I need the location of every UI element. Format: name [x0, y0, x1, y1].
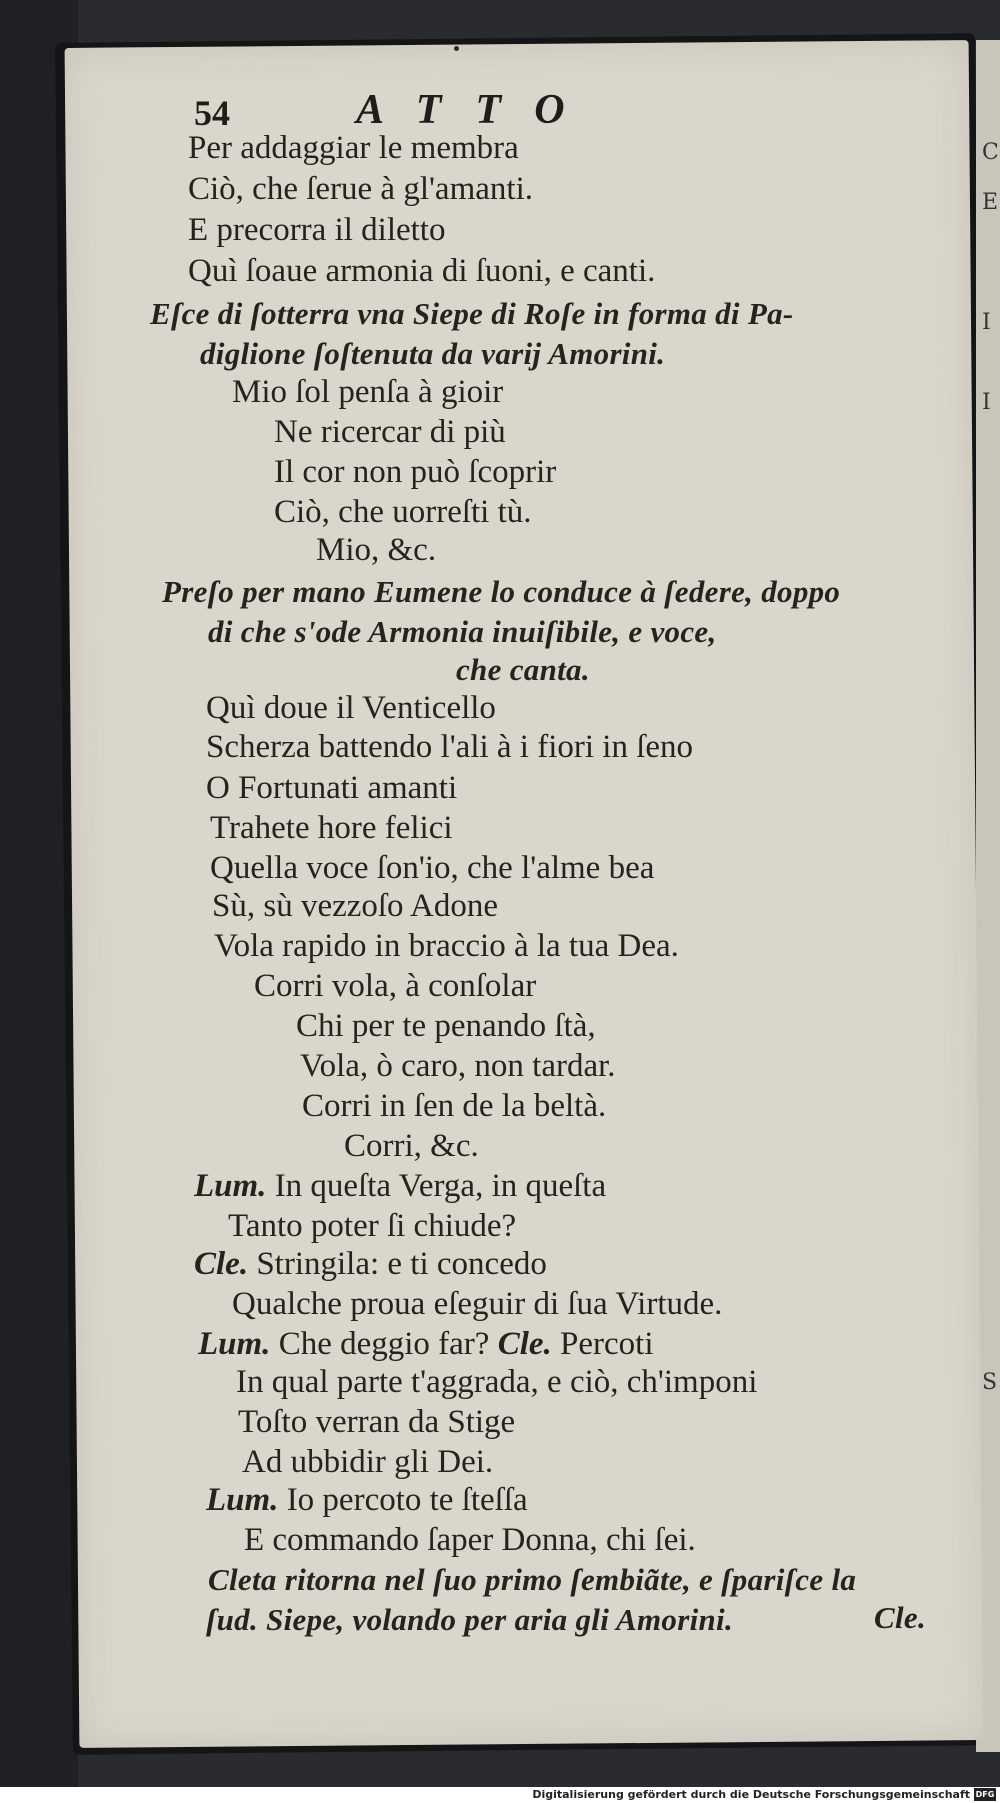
verse-line: Sù, sù vezzoſo Adone: [212, 888, 498, 924]
next-page-fragment: S: [982, 1370, 998, 1395]
speaker-label: Lum.: [206, 1482, 279, 1518]
speaker-label: Lum.: [198, 1326, 271, 1362]
verse-line: Tanto poter ſi chiude?: [228, 1208, 517, 1244]
catchword: Cle.: [874, 1600, 926, 1635]
verse-line: Quì ſoaue armonia di ſuoni, e canti.: [188, 253, 656, 289]
ink-dot: [454, 46, 459, 51]
speaker-label: Lum.: [194, 1168, 267, 1204]
verse-line: Chi per te penando ſtà,: [296, 1008, 596, 1044]
stage-direction: Preſo per mano Eumene lo conduce à ſedere, doppo: [162, 574, 841, 609]
verse-line: Scherza battendo l'ali à i fiori in ſeno: [206, 729, 694, 765]
dialogue-line: Cle. Stringila: e ti concedo: [194, 1246, 547, 1282]
verse-line: Trahete hore felici: [210, 810, 453, 846]
next-page-fragment: E: [982, 190, 999, 215]
speaker-label: Cle.: [194, 1246, 249, 1282]
verse-line: O Fortunati amanti: [206, 770, 458, 806]
verse-line: Ne ricercar di più: [274, 414, 506, 450]
verse-line: E commando ſaper Donna, chi ſei.: [244, 1522, 696, 1558]
verse-line: Corri, &c.: [344, 1128, 479, 1164]
verse-line: In qual parte t'aggrada, e ciò, ch'imponi: [236, 1364, 758, 1400]
verse-line: Quì doue il Venticello: [206, 690, 496, 726]
dialogue-line: Lum. Che deggio far? Cle. Percoti: [198, 1326, 654, 1362]
next-page-fragment: I: [982, 390, 991, 415]
running-title: ATTO: [356, 87, 599, 133]
verse-line: Il cor non può ſcoprir: [274, 454, 557, 490]
speaker-label: Cle.: [497, 1326, 552, 1362]
verse-line: Qualche proua eſeguir di ſua Virtude.: [232, 1286, 723, 1322]
stage-direction: Cleta ritorna nel ſuo primo ſembiãte, e ſpariſce la: [208, 1562, 857, 1597]
verse-line: Vola, ò caro, non tardar.: [300, 1048, 616, 1084]
next-page-fragment: I: [982, 310, 991, 335]
page-number: 54: [194, 93, 230, 133]
footer-credit: Digitalisierung gefördert durch die Deutsche Forschungsgemeinschaft: [532, 1788, 970, 1801]
verse-line: Mio ſol penſa à gioir: [232, 374, 504, 410]
verse-line: Corri vola, à conſolar: [254, 968, 537, 1004]
stage-direction: di che s'ode Armonia inuiſibile, e voce,: [208, 614, 717, 649]
verse-line: Mio, &c.: [316, 532, 437, 568]
stage-direction: che canta.: [456, 652, 590, 687]
verse-line: Per addaggiar le membra: [188, 130, 519, 166]
dialogue-line: Lum. In queſta Verga, in queſta: [194, 1168, 607, 1204]
verse-line: Ciò, che uorreſti tù.: [274, 494, 532, 530]
verse-line: E precorra il diletto: [188, 212, 446, 248]
verse-line: Ciò, che ſerue à gl'amanti.: [188, 171, 533, 207]
verse-line: Vola rapido in braccio à la tua Dea.: [214, 928, 679, 964]
next-page-fragment: C: [982, 140, 999, 165]
stage-direction: ſud. Siepe, volando per aria gli Amorini.: [206, 1602, 733, 1637]
dialogue-line: Lum. Io percoto te ſteſſa: [206, 1482, 528, 1518]
verse-line: Corri in ſen de la beltà.: [302, 1088, 607, 1124]
verse-line: Quella voce ſon'io, che l'alme bea: [210, 850, 655, 886]
verse-line: Toſto verran da Stige: [238, 1404, 516, 1440]
stage-direction: Eſce di ſotterra vna Siepe di Roſe in forma di Pa-: [150, 296, 794, 331]
dfg-logo: DFG: [975, 1790, 995, 1799]
verse-line: Ad ubbidir gli Dei.: [242, 1444, 494, 1480]
stage-direction: diglione ſoſtenuta da varij Amorini.: [200, 336, 666, 371]
